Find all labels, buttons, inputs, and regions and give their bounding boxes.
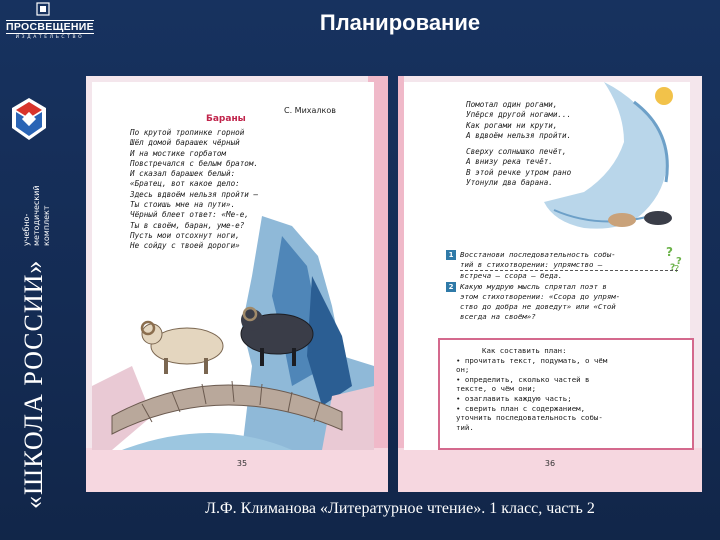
publisher-emblem-icon: [36, 2, 50, 16]
poem-line: Здесь вдвоём нельзя пройти —: [130, 189, 259, 199]
plan-item: • определить, сколько частей в: [456, 374, 590, 384]
svg-text:?: ?: [676, 256, 682, 267]
sun-icon: [655, 87, 673, 105]
poem-line: По крутой тропинке горной: [130, 128, 245, 137]
poem-line: И сказал барашек белый:: [130, 169, 236, 179]
plan-item: он;: [456, 365, 470, 375]
poem-line: Утонули два барана.: [466, 178, 553, 188]
svg-text:?: ?: [674, 264, 680, 275]
plan-item: • прочитать текст, подумать, о чём: [456, 355, 608, 365]
poem-line: Ты в своём, баран, уме-е?: [130, 220, 245, 230]
poem-line: А вдвоём нельзя пройти.: [466, 130, 572, 140]
book-spread: [86, 76, 702, 492]
plan-content: [456, 346, 688, 432]
task-line: всегда на своём»?: [460, 311, 536, 321]
poem-line: А внизу река течёт.: [466, 157, 553, 167]
left-page-footer: [86, 448, 388, 492]
slide-caption: Л.Ф. Климанова «Литературное чтение». 1 класс, часть 2: [205, 500, 595, 517]
series-label: учебно-методический комплект: [22, 185, 51, 246]
publisher-subtitle: ИЗДАТЕЛЬСТВО: [15, 35, 85, 40]
poem-line: Шёл домой барашек чёрный: [130, 138, 240, 148]
poem-text: [130, 128, 330, 252]
poem-line: Не сойду с твоей дороги»: [130, 241, 240, 251]
poem-line: Сверху солнышко печёт,: [466, 147, 567, 157]
left-page: [86, 76, 388, 492]
task-number: 2: [446, 282, 456, 292]
plan-item: • сверить план с содержанием,: [456, 403, 586, 413]
page-number-left: 35: [236, 459, 248, 468]
publisher-name: ПРОСВЕЩЕНИЕ: [6, 21, 94, 33]
drowning-black-ram-icon: [644, 211, 672, 225]
poem-line: Ты стоишь мне на пути».: [130, 200, 236, 210]
poem-line: Пусть мои отсохнут ноги,: [130, 230, 240, 240]
page-title: Планирование: [319, 10, 481, 35]
task-line: встреча — ссора — беда.: [460, 270, 563, 280]
svg-text:?: ?: [670, 263, 676, 273]
task-text: [460, 250, 678, 280]
poem-line: Как рогами ни крути,: [466, 120, 558, 130]
task-number: 1: [446, 250, 456, 260]
plan-title: Как составить план:: [482, 346, 567, 355]
task-line: этом стихотворении: «Ссора до упрям-: [460, 292, 621, 302]
poem-line: Упёрся другой ногами...: [466, 110, 572, 120]
svg-text:?: ?: [666, 245, 673, 259]
poem-line: Повстречался с белым братом.: [130, 158, 259, 168]
poem-line: Чёрный блеет ответ: «Ме-е,: [130, 210, 249, 220]
task-line: Какую мудрую мысль спрятал поэт в: [460, 282, 607, 292]
poem-line: В этой речке утром рано: [466, 167, 572, 177]
right-page-footer: [398, 448, 702, 492]
page-number-right: 36: [544, 459, 556, 468]
poem-line: И на мостике горбатом: [130, 148, 227, 158]
plan-item: • озаглавить каждую часть;: [456, 393, 572, 403]
poem-continuation: [466, 100, 626, 188]
poem-line: «Братец, вот какое дело:: [130, 179, 240, 189]
task-line: тий в стихотворении: упрямство —: [460, 260, 678, 271]
right-page: [398, 76, 702, 492]
plan-item: тий.: [456, 422, 474, 432]
task-line: Восстанови последовательность собы-: [460, 250, 616, 259]
poem-title: Бараны: [206, 114, 246, 124]
plan-item: тексте, о чём они;: [456, 384, 537, 394]
white-ram-icon: [142, 322, 223, 374]
drowning-ram-icon: [608, 213, 636, 227]
tasks-section: [446, 250, 678, 334]
task-line: ство до добра не доведут» или «Стой: [460, 301, 616, 311]
task-text: [460, 282, 678, 321]
series-name: «ШКОЛА РОССИИ»: [19, 259, 48, 509]
school-russia-logo-icon: [8, 96, 50, 142]
task-item: [446, 250, 678, 280]
plan-item: уточнить последовательность собы-: [456, 413, 603, 423]
task-item: [446, 282, 678, 321]
poem-author: С. Михалков: [284, 106, 336, 115]
plan-box: [438, 338, 694, 450]
poem-line: Помотал один рогами,: [466, 100, 558, 109]
